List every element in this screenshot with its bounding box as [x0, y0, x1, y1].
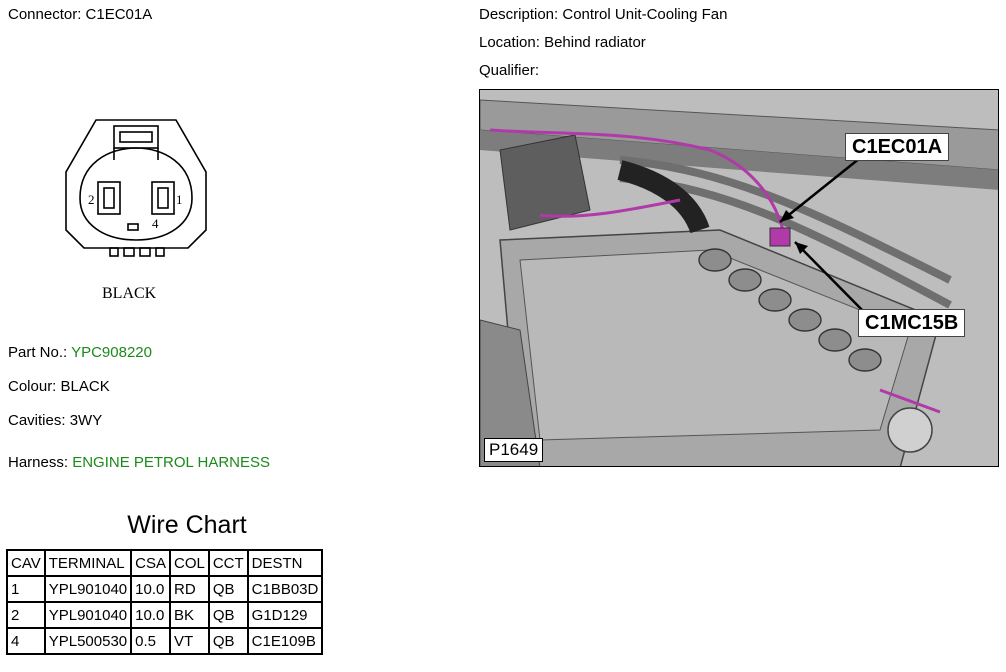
qualifier-label: Qualifier:: [479, 62, 540, 79]
col-cell: RD: [170, 576, 209, 602]
cav-cell: 4: [7, 628, 45, 654]
col-destn-header: DESTN: [248, 550, 323, 576]
col-cell: BK: [170, 602, 209, 628]
location-value: Behind radiator: [544, 34, 646, 51]
connector-color-caption: BLACK: [102, 285, 157, 302]
table-row: [7, 576, 322, 602]
destn-cell: C1BB03D: [248, 576, 323, 602]
cav-cell: 1: [7, 576, 45, 602]
connector-line: [8, 6, 152, 24]
colour-line: [8, 378, 110, 396]
wire-chart-table: [6, 549, 323, 655]
cct-cell: QB: [209, 602, 248, 628]
location-photo: [479, 89, 999, 467]
col-cct-header: CCT: [209, 550, 248, 576]
qualifier-line: [479, 62, 539, 80]
col-cell: VT: [170, 628, 209, 654]
col-cav-header: CAV: [7, 550, 45, 576]
harness-line: [8, 454, 270, 472]
col-col-header: COL: [170, 550, 209, 576]
cavities-line: [8, 412, 102, 430]
connector-face-diagram: [56, 112, 216, 307]
cct-cell: QB: [209, 628, 248, 654]
destn-cell: G1D129: [248, 602, 323, 628]
pin-label-1: 1: [176, 192, 183, 207]
terminal-cell: YPL901040: [45, 576, 131, 602]
table-row: [7, 602, 322, 628]
connector-label: Connector:: [8, 6, 82, 23]
location-label: Location:: [479, 34, 540, 51]
harness-label: Harness:: [8, 454, 69, 471]
figure-id: P1649: [484, 438, 543, 462]
connector-outline-icon: [56, 112, 216, 307]
table-row: [7, 628, 322, 654]
cavities-value: 3WY: [69, 412, 103, 429]
part-no-value: YPC908220: [71, 344, 152, 361]
pin-label-2: 2: [88, 192, 95, 207]
wire-chart-header-row: [7, 550, 322, 576]
harness-value: ENGINE PETROL HARNESS: [72, 454, 271, 471]
pin-label-4: 4: [152, 216, 159, 231]
destn-cell: C1E109B: [248, 628, 323, 654]
cav-cell: 2: [7, 602, 45, 628]
part-no-label: Part No.:: [8, 344, 68, 361]
cavities-label: Cavities:: [8, 412, 66, 429]
cct-cell: QB: [209, 576, 248, 602]
description-line: [479, 6, 727, 24]
part-no-line: [8, 344, 152, 362]
terminal-cell: YPL500530: [45, 628, 131, 654]
location-line: [479, 34, 646, 52]
csa-cell: 10.0: [131, 576, 170, 602]
wire-chart-title: Wire Chart: [127, 511, 247, 539]
callout-connector-c1mc15b: C1MC15B: [858, 309, 965, 337]
csa-cell: 10.0: [131, 602, 170, 628]
csa-cell: 0.5: [131, 628, 170, 654]
callout-connector-c1ec01a: C1EC01A: [845, 133, 949, 161]
col-terminal-header: TERMINAL: [45, 550, 131, 576]
colour-value: BLACK: [60, 378, 110, 395]
col-csa-header: CSA: [131, 550, 170, 576]
description-label: Description:: [479, 6, 559, 23]
colour-label: Colour:: [8, 378, 57, 395]
description-value: Control Unit-Cooling Fan: [562, 6, 728, 23]
connector-value: C1EC01A: [85, 6, 153, 23]
terminal-cell: YPL901040: [45, 602, 131, 628]
